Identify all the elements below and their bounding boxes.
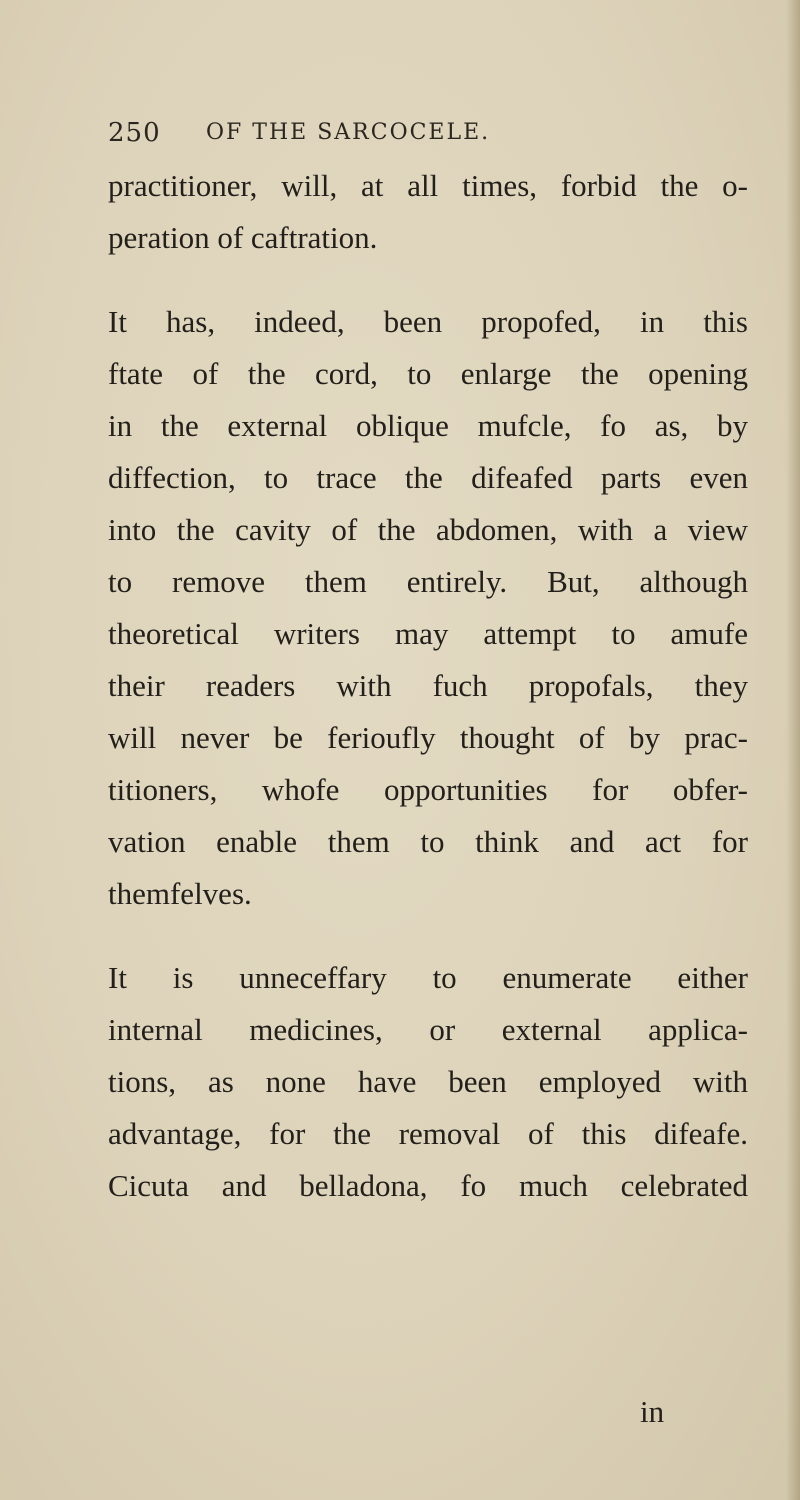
text-line: ftate of the cord, to enlarge the opening <box>108 356 748 391</box>
page-number: 250 <box>108 118 161 148</box>
text-line: It has, indeed, been propofed, in this <box>108 304 748 339</box>
text-line: peration of caftration. <box>108 220 378 255</box>
text-line: into the cavity of the abdomen, with a view <box>108 512 748 547</box>
catchword: in <box>640 1394 665 1429</box>
text-line: in the external oblique mufcle, fo as, by <box>108 408 748 443</box>
text-line: theoretical writers may attempt to amufe <box>108 616 748 651</box>
page-edge-shadow <box>786 0 800 1500</box>
paragraph <box>108 952 748 1212</box>
body-text <box>108 160 748 1212</box>
paragraph <box>108 160 748 264</box>
text-line: themfelves. <box>108 876 252 911</box>
text-line: vation enable them to think and act for <box>108 824 748 859</box>
text-line: to remove them entirely. But, although <box>108 564 748 599</box>
text-line: advantage, for the removal of this difeafe. <box>108 1116 748 1151</box>
text-line: diffection, to trace the difeafed parts even <box>108 460 748 495</box>
text-line: their readers with fuch propofals, they <box>108 668 748 703</box>
text-line: will never be ferioufly thought of by prac- <box>108 720 748 755</box>
text-line: titioners, whofe opportunities for obfer- <box>108 772 748 807</box>
running-title: OF THE SARCOCELE. <box>206 120 491 145</box>
text-line: tions, as none have been employed with <box>108 1064 748 1099</box>
text-line: Cicuta and belladona, fo much celebrated <box>108 1168 748 1203</box>
paragraph <box>108 296 748 920</box>
text-line: It is unneceffary to enumerate either <box>108 960 748 995</box>
running-head <box>108 112 668 152</box>
text-line: practitioner, will, at all times, forbid the o- <box>108 168 748 203</box>
text-line: internal medicines, or external applica- <box>108 1012 748 1047</box>
